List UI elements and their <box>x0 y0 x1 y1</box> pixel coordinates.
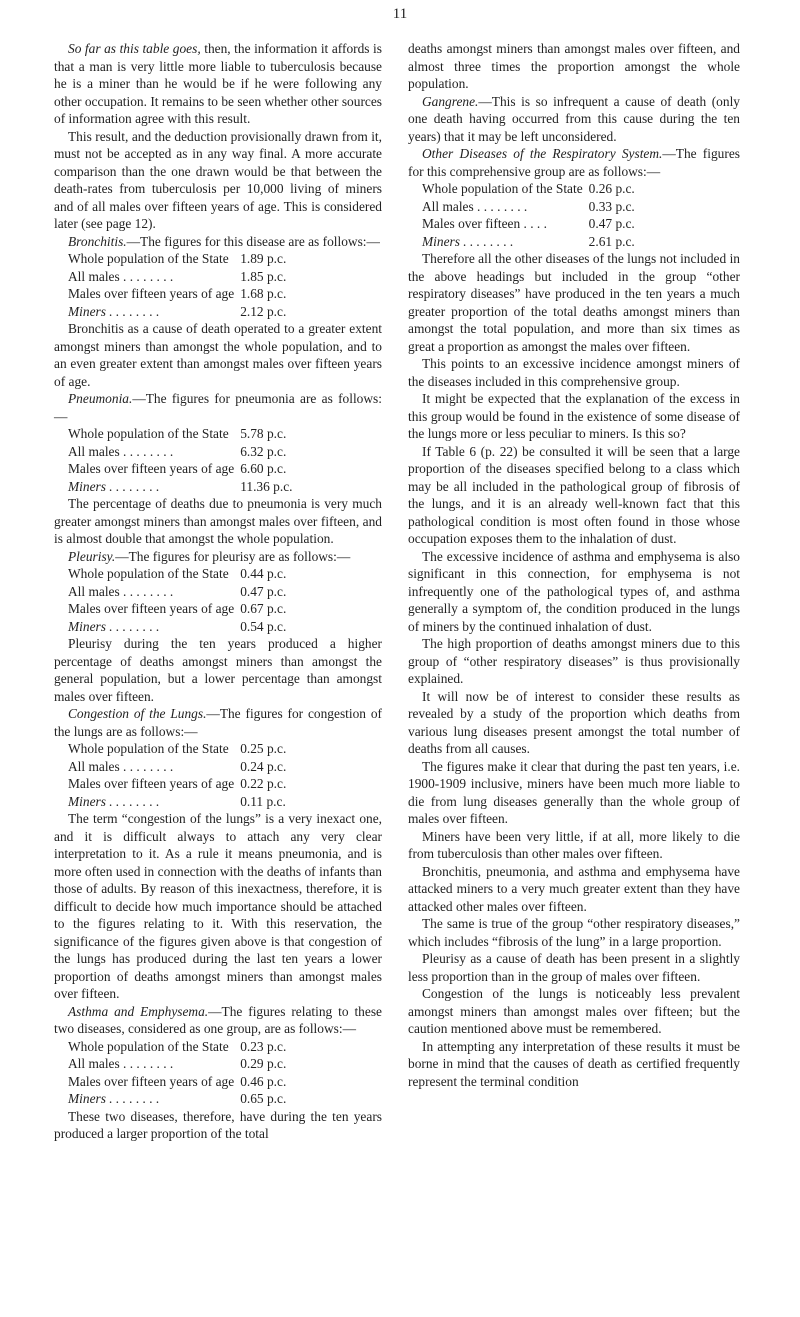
section-heading-bronchitis: Bronchitis. <box>68 233 127 249</box>
section-heading-other-diseases: Other Diseases of the Respiratory System. <box>422 146 663 161</box>
paragraph: Therefore all the other diseases of the lungs not included in the above headings but included in the group “other respiratory diseases” have produced in the ten years a much greater proportion of the total deaths amongst miners than amongst the total population, and more than six times as great a proportion as amongst the males over fifteen. <box>408 251 740 354</box>
stats-table-asthma <box>68 1038 286 1108</box>
stats-row: Miners . . . . . . . . 11.36 p.c. <box>68 478 293 494</box>
paragraph: The excessive incidence of asthma and emphysema is also significant in this connection, for emphysema is not infrequently one of the pathological types of, and asthma generally a symptom of, the condition produced in the lungs of miners by the continued inhalation of dust. <box>408 548 740 634</box>
paragraph: It might be expected that the explanation of the excess in this group would be found in the existence of some disease of the lungs more or less peculiar to miners. Is this so? <box>408 391 740 441</box>
stats-table-congestion <box>68 740 286 810</box>
paragraph: Pleurisy as a cause of death has been present in a slightly less proportion than in the group of males over fifteen. <box>408 951 740 984</box>
section-heading-congestion: Congestion of the Lungs. <box>68 706 207 721</box>
paragraph: Pleurisy during the ten years produced a higher percentage of deaths amongst miners than amongst the general population, but a lower percentage than amongst males over fifteen. <box>54 636 382 704</box>
stats-table-other-diseases <box>422 180 635 250</box>
stats-row: Miners . . . . . . . . 0.65 p.c. <box>68 1091 287 1106</box>
stats-row: All males . . . . . . . . 0.29 p.c. <box>68 1056 287 1071</box>
stats-row: Whole population of the State 1.89 p.c. <box>68 251 287 266</box>
stats-row: Males over fifteen years of age 0.46 p.c. <box>68 1073 287 1089</box>
stats-row: Miners . . . . . . . . 0.11 p.c. <box>68 793 286 809</box>
paragraph: The percentage of deaths due to pneumonia is very much greater amongst miners than amongst males over fifteen, and is almost double that amongst the whole population. <box>54 496 382 546</box>
paragraph: Congestion of the lungs is noticeably less prevalent amongst miners than amongst males over fifteen; but the caution mentioned above must be remembered. <box>408 986 740 1036</box>
stats-row: All males . . . . . . . . 0.24 p.c. <box>68 758 287 774</box>
pleurisy-intro: Pleurisy.—The figures for pleurisy are as follows:— <box>68 548 351 564</box>
section-heading-asthma: Asthma and Emphysema. <box>68 1003 209 1019</box>
stats-row: Whole population of the State 0.23 p.c. <box>68 1038 287 1054</box>
pneumonia-intro: Pneumonia.—The figures for pneumonia are as follows:— <box>54 391 382 424</box>
paragraph: deaths amongst miners than amongst males over fifteen, and almost three times the proportion amongst the whole population. <box>408 41 740 91</box>
stats-row: All males . . . . . . . . 0.33 p.c. <box>422 198 635 214</box>
paragraph: In attempting any interpretation of these results it must be borne in mind that the causes of death as certified frequently represent the terminal condition <box>408 1038 740 1089</box>
stats-table-bronchitis <box>68 250 286 320</box>
stats-table-pleurisy <box>68 565 286 635</box>
section-heading-pneumonia: Pneumonia. <box>68 391 133 406</box>
stats-row: Whole population of the State 5.78 p.c. <box>68 426 287 441</box>
stats-row: All males . . . . . . . . 0.47 p.c. <box>68 583 287 599</box>
right-column <box>408 40 740 1090</box>
paragraph: Bronchitis, pneumonia, and asthma and emphysema have attacked miners to a very much greater extent than they have attacked other males over fifteen. <box>408 863 740 914</box>
stats-row: Males over fifteen years of age 6.60 p.c. <box>68 461 287 476</box>
stats-row: Males over fifteen . . . . 0.47 p.c. <box>422 216 635 231</box>
stats-row: Whole population of the State 0.25 p.c. <box>68 741 287 756</box>
paragraph: If Table 6 (p. 22) be consulted it will be seen that a large proportion of the diseases specified belong to a class which may be all included in the pathological group of fibrosis of the lungs, and it is an already well-known fact that this pathological condition is most often found in those whose occupation exposes them to the inhalation of dust. <box>408 443 740 546</box>
other-diseases-intro: Other Diseases of the Respiratory System.—The figures for this comprehensive group are as follows:— <box>408 146 740 179</box>
stats-row: Miners . . . . . . . . 0.54 p.c. <box>68 618 287 634</box>
paragraph: This points to an excessive incidence amongst miners of the diseases included in this comprehensive group. <box>408 356 740 389</box>
asthma-intro: Asthma and Emphysema.—The figures relating to these two diseases, considered as one group, are as follows:— <box>54 1003 382 1036</box>
paragraph: It will now be of interest to consider these results as revealed by a study of the proportion which deaths from various lung diseases present amongst the total number of deaths from all causes. <box>408 688 740 756</box>
section-heading-pleurisy: Pleurisy. <box>68 548 116 564</box>
bronchitis-intro: Bronchitis.—The figures for this disease are as follows:— <box>68 233 380 249</box>
paragraph: This result, and the deduction provisionally drawn from it, must not be accepted as in any way final. A more accurate comparison than the one drawn would be that between the death-rates from tuberculosis per 10,000 living of miners and of all males over fifteen years of age. This is considered later (see page 12). <box>54 128 382 231</box>
gangrene-paragraph: Gangrene.—This is so infrequent a cause of death (only one death having occurred from this cause during the ten years) that it may be left unconsidered. <box>408 93 740 144</box>
page-number: 11 <box>392 6 408 22</box>
paragraph: Bronchitis as a cause of death operated to a greater extent amongst miners than amongst the whole population, and to an even greater extent than amongst males over fifteen years of age. <box>54 321 382 389</box>
paragraph: The high proportion of deaths amongst miners due to this group of “other respiratory diseases” is thus provisionally explained. <box>408 636 740 686</box>
intro-rest: then, the information it affords is that a man is very little more liable to tuberculosis because he is a miner than he would be if he were following any other occupation. It remains to be seen whether other sources of information agree with this result. <box>54 41 382 126</box>
paragraph: These two diseases, therefore, have during the ten years produced a larger proportion of the total <box>54 1108 382 1141</box>
paragraph: The figures make it clear that during the past ten years, i.e. 1900-1909 inclusive, miners have been much more liable to die from lung diseases generally than the whole group of males over fifteen. <box>408 758 740 826</box>
congestion-intro: Congestion of the Lungs.—The figures for congestion of the lungs are as follows:— <box>54 706 382 739</box>
stats-table-pneumonia <box>68 425 293 495</box>
stats-row: All males . . . . . . . . 1.85 p.c. <box>68 268 287 284</box>
stats-row: Males over fifteen years of age 0.67 p.c. <box>68 601 287 616</box>
intro-lead: So far as this table goes, <box>68 41 201 56</box>
stats-row: Miners . . . . . . . . 2.61 p.c. <box>422 233 635 249</box>
section-heading-gangrene: Gangrene. <box>422 93 479 109</box>
stats-row: Males over fifteen years of age 1.68 p.c. <box>68 286 287 301</box>
stats-row: All males . . . . . . . . 6.32 p.c. <box>68 443 287 459</box>
left-column <box>54 40 382 1143</box>
paragraph: Miners have been very little, if at all, more likely to die from tuberculosis than other males over fifteen. <box>408 828 740 861</box>
paragraph: The term “congestion of the lungs” is a very inexact one, and it is difficult always to attach any very clear interpretation to it. As a rule it means pneumonia, and is more often used in connection with the deaths of infants than those of adults. By reason of this inexactness, therefore, it is difficult to decide how much importance should be attached to the figures relating to it. With this reservation, the significance of the figures given above is that congestion of the lungs has produced during the last ten years a lower proportion of deaths amongst miners than amongst males over fifteen. <box>54 811 382 1001</box>
stats-row: Males over fifteen years of age 0.22 p.c. <box>68 776 287 791</box>
intro-paragraph <box>54 40 382 128</box>
stats-row: Whole population of the State 0.26 p.c. <box>422 181 635 196</box>
paragraph: The same is true of the group “other respiratory diseases,” which includes “fibrosis of the lung” in a large proportion. <box>408 916 740 949</box>
stats-row: Miners . . . . . . . . 2.12 p.c. <box>68 303 287 319</box>
stats-row: Whole population of the State 0.44 p.c. <box>68 566 287 581</box>
